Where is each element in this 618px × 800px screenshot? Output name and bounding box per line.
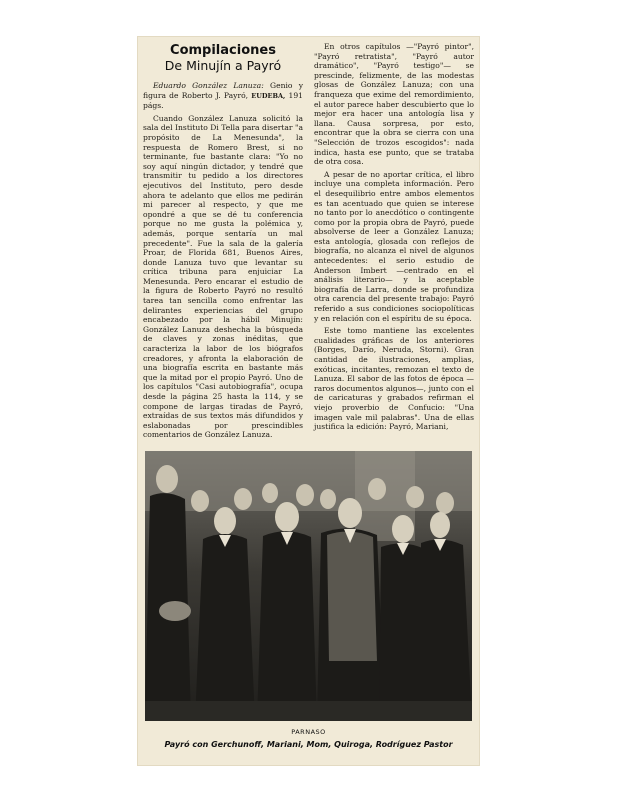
byline	[143, 81, 303, 111]
right-column	[314, 42, 474, 435]
paragraph: Cuando González Lanuza solicitó la sala del Instituto Di Tella para disertar "a propósito de La Menesunda", la respuesta de Romero Brest, si no terminante, fue bastante clara: "Yo no soy aquí ningún dictador, y tendré que transmitir tu pedido a los directores ejecutivos del Instituto, pero desde ahora te adelanto que ellos me pedirán mi parecer al respecto, y que me opondré a que se dé tu conferencia porque no me gusta la polémica y, además, porque sentaría un mal precedente". Fue la sala de la galería Proar, de Florida 681, Buenos Aires, donde Lanuza tuvo que levantar su crítica tribuna para enjuiciar La Menesunda. Pero encarar el estudio de la figura de Roberto Payró no resultó tarea tan sencilla como enfrentar las delirantes experiencias del grupo encabezado por la hábil Minujín: González Lanuza deshecha la búsqueda de claves y zonas inéditas, que caracteriza la labor de los biógrafos creadores, y afronta la elaboración de una biografía escrita en bastante más que la mitad por el propio Payró. Uno de los capítulos "Casi autobiografía", ocupa desde la página 25 hasta la 114, y se compone de largas tiradas de Payró, extraídas de sus textos más difundidos y eslabonadas por prescindibles comentarios de González Lanuza.	[143, 113, 303, 440]
byline-author: Eduardo González Lanuza:	[153, 81, 264, 90]
newspaper-clipping	[137, 36, 480, 766]
paragraph: Este tomo mantiene las excelentes cualidades gráficas de los anteriores (Borges, Darío, Neruda, Storni). Gran cantidad de ilustraciones, amplias, exóticas, incitantes, remozan el texto de Lanuza. El sabor de las fotos de época —raros documentos algunos—, junto con el de caricaturas y grabados refirman el viejo proverbio de Confucio: "Una imagen vale mil palabras". Una de ellas justifica la edición: Payró, Mariani,	[314, 326, 474, 432]
left-column	[143, 42, 303, 443]
paragraph: En otros capítulos —"Payró pintor", "Payró retratista", "Payró autor dramático", "Payró testigo"— se prescinde, felizmente, de las modestas glosas de González Lanuza; con una franqueza que exime del remordimiento, el autor parece haber descubierto que lo mejor era hacer una antología lisa y llana. Causa sorpresa, por esto, encontrar que la obra se cierra con una "Selección de trozos escogidos": nada indica, hasta ese punto, que se trataba de otra cosa.	[314, 42, 474, 167]
paragraph: A pesar de no aportar crítica, el libro incluye una completa información. Pero el desequilibrio entre ambos elementos es tan acentuado que quien se interese no tanto por lo anecdótico o contingente como por la propia obra de Payró, puede absolverse de leer a González Lanuza; esta antología, glosada con reflejos de biografía, no alcanza el nivel de algunos antecedentes: el serio estudio de Anderson Imbert —centrado en el análisis literario— y la aceptable biografía de Larra, donde se profundiza otra carencia del presente trabajo: Payró referido a sus condiciones sociopolíticas y en relación con el espíritu de su época.	[314, 169, 474, 323]
byline-pages: 191 págs.	[143, 90, 303, 111]
byline-title: Genio y figura de Roberto J. Payró,	[143, 81, 303, 100]
photo-caption: Payró con Gerchunoff, Mariani, Mom, Quiroga, Rodríguez Pastor	[164, 740, 453, 749]
subheadline: De Minujín a Payró	[164, 58, 282, 73]
group-photograph	[145, 451, 472, 721]
headline: Compilaciones	[170, 43, 276, 58]
photo-credit: PARNASO	[291, 728, 326, 736]
photo-figures	[145, 451, 472, 721]
byline-publisher: EUDEBA,	[251, 91, 286, 100]
